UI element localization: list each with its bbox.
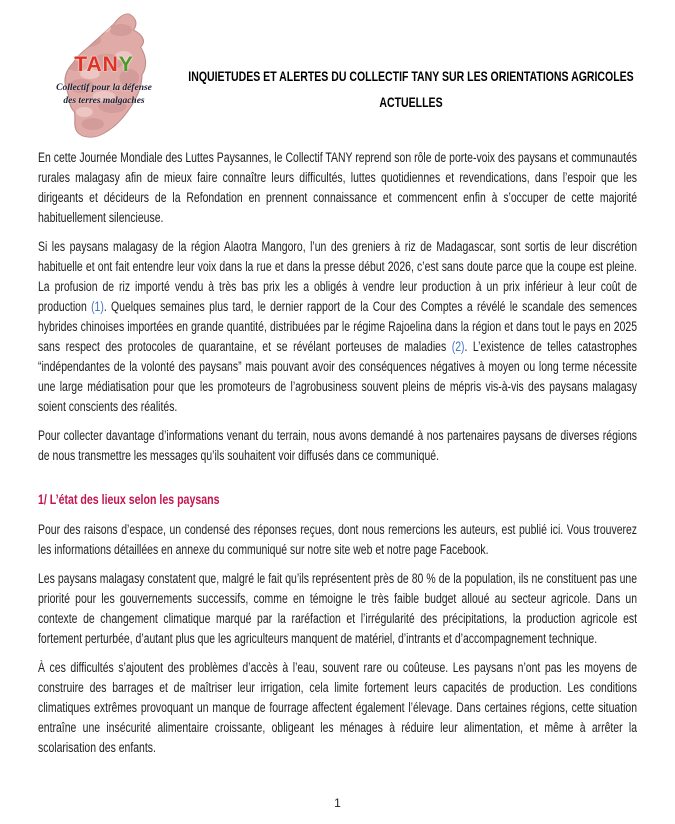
paragraph-context [38, 237, 637, 417]
logo-acronym [56, 54, 152, 75]
document-title-line2: ACTUELLES [378, 95, 443, 110]
paragraph-intro: En cette Journée Mondiale des Luttes Paysannes, le Collectif TANY reprend son rôle de porte-voix des paysans et communautés rurales malagasy afin de mieux faire connaître leurs difficultés, luttes quotidiennes et revendications, dans l’espoir que les dirigeants et décideurs de la Refondation en prennent connaissance et commencent enfin à s’occuper de cette majorité habituellement silencieuse. [38, 150, 638, 225]
page-footer [0, 796, 675, 810]
logo-tagline-line2: des terres malgaches [63, 96, 145, 106]
title-area [150, 64, 671, 128]
logo-tagline [41, 82, 167, 108]
logo-tagline-line1: Collectif pour la défense [56, 83, 152, 93]
document-title [188, 64, 633, 116]
paragraph-acces-eau: À ces difficultés s’ajoutent des problèmes d’accès à l’eau, souvent rare ou coûteuse. Les paysans n’ont pas les moyens de construire des barrages et de maîtriser leur irrigation, cela limite fortement leurs capacités de production. Les conditions climatiques extrêmes provoquant un manque de fourrage affectent également l’élevage. Dans certaines régions, cette situation entraîne une insécurité alimentaire croissante, obligeant les ménages à réduire leur alimentation, et même à arrêter la scolarisation des enfants. [38, 660, 638, 755]
paragraph-context-text-2: . Quelques semaines plus tard, le dernier rapport de la Cour des Comptes a révélé le scandale des semences hybrides chinoises importées en grande quantité, distribuées par le régime Rajoelina dans la région et dans tout le pays en 2025 sans respect des protocoles de quarantaine, et se révélant porteuses de maladies [38, 299, 638, 354]
footnote-ref-2[interactable]: (2) [451, 339, 465, 354]
logo-acronym-green-letter: Y [118, 53, 134, 76]
footnote-ref-1[interactable]: (1) [91, 299, 104, 314]
paragraph-constat: Les paysans malagasy constatent que, malgré le fait qu’ils représentent près de 80 % de la population, ils ne constituent pas une priorité pour les gouvernements successifs, comme en témoigne le très faible budget alloué au secteur agricole. Dans un contexte de changement climatique marqué par la raréfaction et l’irrégularité des précipitations, la production agricole est fortement perturbée, d’autant plus que les agriculteurs manquent de matériel, d’intrants et d’accompagnement technique. [38, 571, 638, 646]
document-header [0, 0, 675, 148]
paragraph-context-text-3: . L’existence de telles catastrophes “indépendantes de la volonté des paysans” mais pouvant avoir des conséquences négatives à moyen ou long terme nécessite une large médiatisation pour que les promoteurs de l’agrobusiness souvent pleins de mépris vis-à-vis des paysans malagasy soient conscients des réalités. [38, 339, 638, 414]
paragraph-context-text-1: Si les paysans malagasy de la région Alaotra Mangoro, l’un des greniers à riz de Madagascar, sont sortis de leur discrétion habituelle et ont fait entendre leur voix dans la rue et dans la presse début 2026, c’est sans doute parce que la coupe est pleine. La profusion de riz importé vendu à très bas prix les a obligés à vendre leur production à un prix inférieur à leur coût de production [38, 239, 638, 314]
paragraph-collecte: Pour collecter davantage d’informations venant du terrain, nous avons demandé à nos partenaires paysans de diverses régions de nous transmettre les messages qu’ils souhaitent voir diffusés dans ce communiqué. [38, 428, 638, 463]
document-body [38, 148, 637, 758]
paragraph-condense: Pour des raisons d’espace, un condensé des réponses reçues, dont nous remercions les auteurs, est publié ici. Vous trouverez les informations détaillées en annexe du communiqué sur notre site web et notre page Facebook. [38, 522, 638, 557]
logo-acronym-red-letters: TAN [74, 53, 119, 76]
document-title-line1: INQUIETUDES ET ALERTES DU COLLECTIF TANY SUR LES ORIENTATIONS AGRICOLES [187, 69, 634, 84]
tany-logo [56, 10, 152, 142]
page-number: 1 [334, 796, 341, 810]
section-heading-1: 1/ L’état des lieux selon les paysans [38, 492, 220, 507]
